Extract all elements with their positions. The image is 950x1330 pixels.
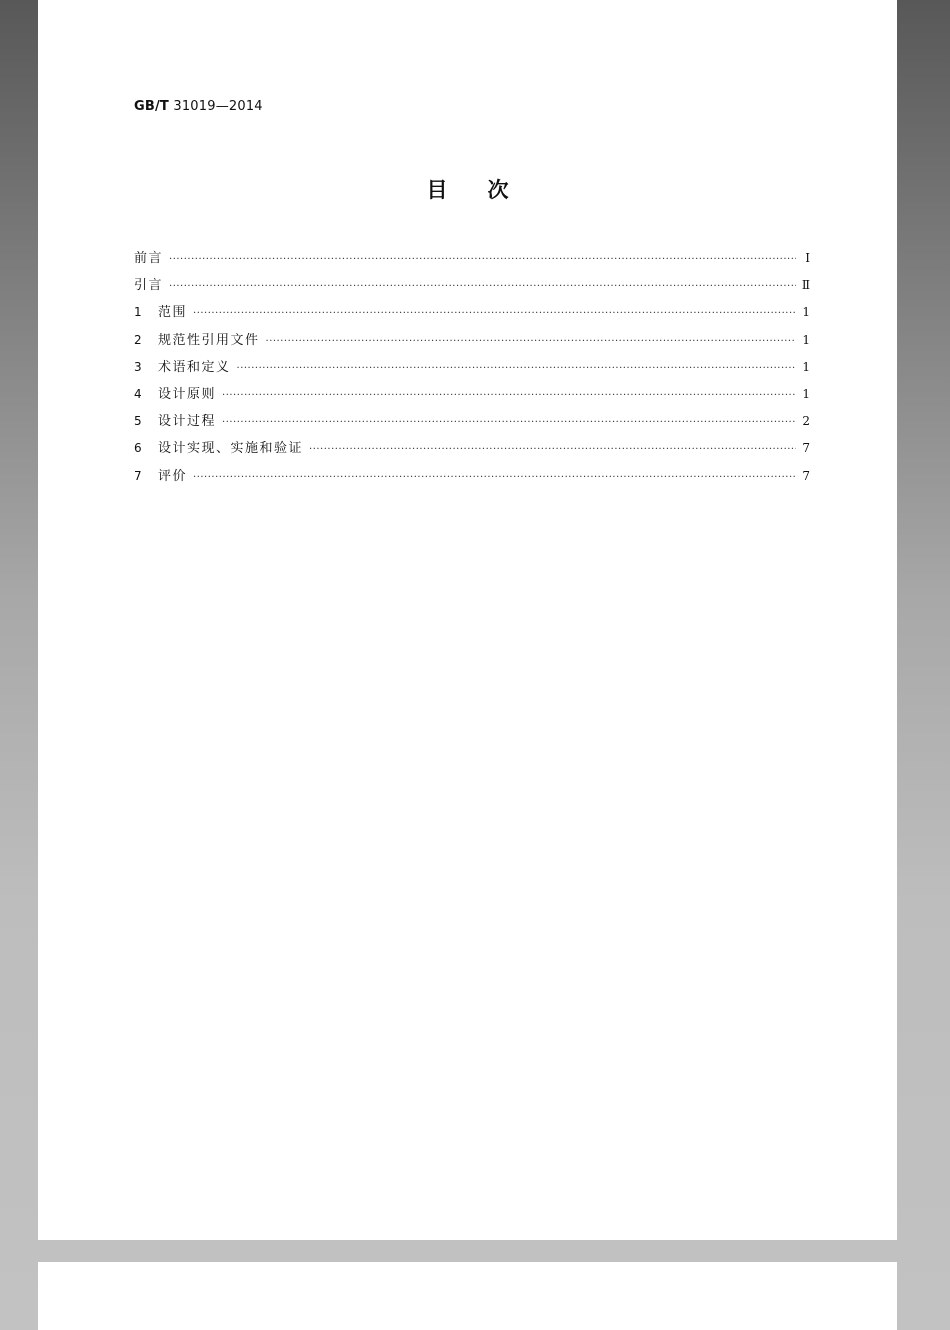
toc-entry-label: 范围 — [158, 305, 188, 321]
toc-dot-leader — [237, 363, 796, 374]
toc-entry-label: 前言 — [134, 251, 164, 266]
toc-entry-label: 设计过程 — [158, 414, 217, 430]
table-of-contents — [134, 247, 810, 492]
toc-dot-leader — [309, 444, 796, 455]
toc-dot-leader — [193, 472, 796, 483]
toc-entry-design-principles[interactable] — [134, 383, 810, 410]
toc-entry-design-process[interactable] — [134, 410, 810, 437]
toc-dot-leader — [193, 308, 796, 319]
toc-entry-number: 6 — [134, 441, 142, 456]
toc-entry-label: 设计原则 — [158, 386, 217, 402]
toc-entry-foreword[interactable] — [134, 247, 810, 274]
toc-entry-implementation-verification[interactable] — [134, 437, 810, 464]
toc-entry-page: 2 — [802, 414, 810, 429]
standard-prefix: GB/T — [134, 99, 169, 114]
toc-entry-page: 7 — [802, 441, 810, 456]
toc-entry-label: 术语和定义 — [158, 359, 231, 375]
toc-title: 目次 — [426, 178, 549, 202]
toc-entry-label: 评价 — [158, 468, 188, 484]
toc-entry-label: 设计实现、实施和验证 — [158, 441, 304, 457]
toc-entry-introduction[interactable] — [134, 274, 810, 301]
toc-entry-page: Ⅰ — [805, 251, 810, 265]
toc-entry-page: 1 — [802, 332, 810, 347]
document-page — [38, 0, 897, 1240]
toc-dot-leader — [266, 336, 796, 347]
toc-entry-number: 7 — [134, 468, 142, 483]
toc-entry-page: 7 — [802, 468, 810, 483]
toc-entry-scope[interactable] — [134, 301, 810, 328]
toc-entry-normative-references[interactable] — [134, 329, 810, 356]
toc-dot-leader — [222, 417, 796, 428]
toc-dot-leader — [169, 281, 796, 292]
standard-number-header — [134, 99, 263, 114]
next-document-page — [38, 1262, 897, 1330]
standard-code: 31019—2014 — [173, 99, 263, 114]
toc-dot-leader — [222, 390, 796, 401]
toc-entry-label: 规范性引用文件 — [158, 332, 260, 348]
toc-entry-page: 1 — [802, 359, 810, 374]
toc-entry-number: 3 — [134, 359, 142, 374]
toc-entry-page: Ⅱ — [801, 278, 810, 293]
toc-entry-label: 引言 — [134, 278, 164, 294]
toc-entry-terms-definitions[interactable] — [134, 356, 810, 383]
toc-entry-number: 1 — [134, 305, 142, 320]
toc-entry-number: 5 — [134, 414, 142, 429]
toc-entry-page: 1 — [802, 305, 810, 320]
toc-entry-evaluation[interactable] — [134, 465, 810, 492]
toc-dot-leader — [169, 254, 796, 265]
toc-entry-number: 2 — [134, 332, 142, 347]
toc-entry-number: 4 — [134, 386, 142, 401]
toc-entry-page: 1 — [802, 386, 810, 401]
